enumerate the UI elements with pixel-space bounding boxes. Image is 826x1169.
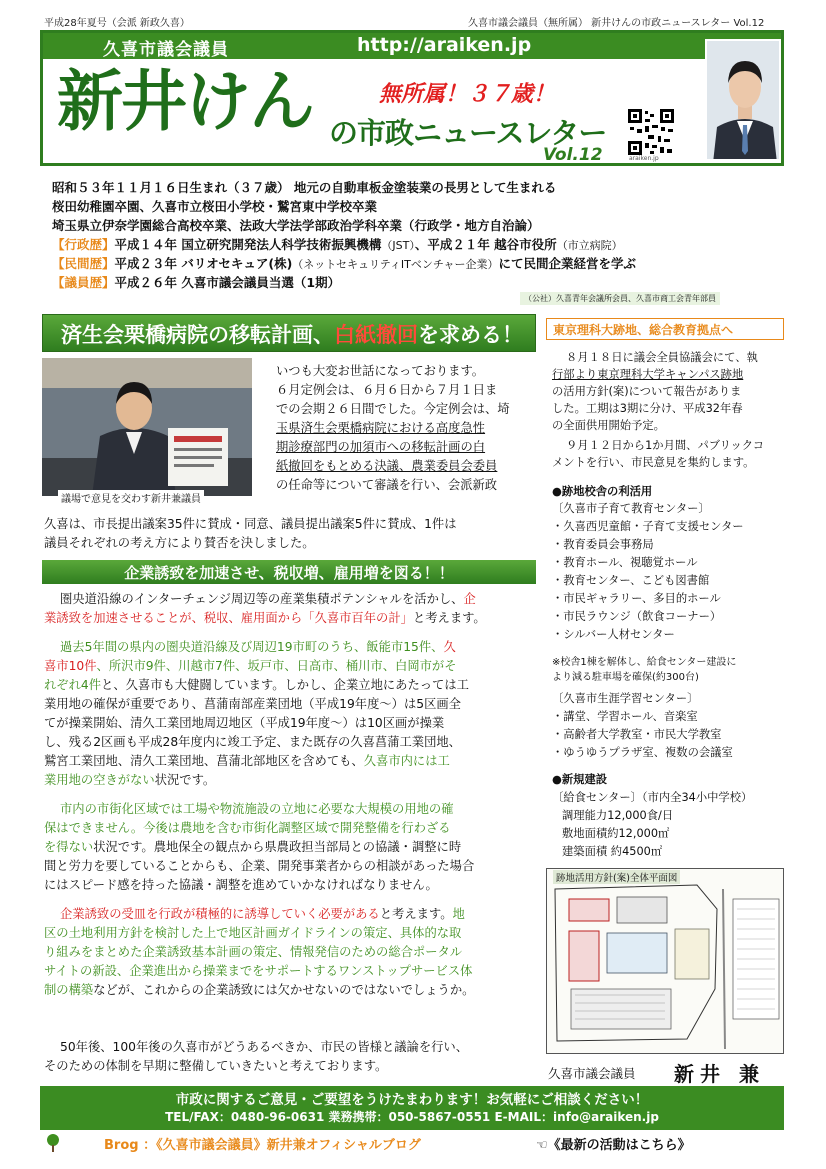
text-span: と考えます。 xyxy=(379,907,453,921)
masthead xyxy=(40,30,784,166)
sidebar-title: 東京理科大跡地、総合教育拠点へ xyxy=(553,323,734,337)
text-span: れぞれ4件 xyxy=(44,678,102,692)
bio-private-tail: にて民間企業経営を学ぶ xyxy=(498,256,637,271)
text-span: 、所沢市9件、川越市7件、坂戸市、日高市、桶川市、白岡市がそ xyxy=(96,659,457,673)
sidebar-list-item: ・久喜西児童館・子育て支援センター xyxy=(552,520,744,533)
article2-line xyxy=(44,676,469,695)
sidebar-line: ９月１２日から1か月間、パブリックコ xyxy=(566,439,765,452)
text-span: 鷲宮工業団地、清久工業団地、菖蒲北部地区を含めても、 xyxy=(44,754,364,768)
bio-school: 桜田幼稚園卒園、久喜市立桜田小学校・鷲宮東中学校卒業 xyxy=(52,199,378,214)
article1-line: 久喜は、市長提出議案35件に賛成・同意、議員提出議案5件に賛成、1件は xyxy=(44,517,457,531)
text-span: を得ない xyxy=(44,840,94,854)
bio-admin-jst: 平成１４年 国立研究開発法人科学技術振興機構 xyxy=(114,237,382,252)
text-span: 久 xyxy=(443,640,456,654)
sidebar-headline xyxy=(546,318,784,340)
qr-caption: araiken.jp xyxy=(629,155,659,162)
masthead-bar xyxy=(43,33,781,59)
newsletter-title: の市政ニュースレター xyxy=(329,116,607,150)
contact-banner xyxy=(40,1086,784,1130)
sidebar-note: ※校舎1棟を解体し、給食センター建設に xyxy=(552,657,737,668)
text-span: 久喜市内には工 xyxy=(363,754,450,768)
bio-private xyxy=(52,254,636,272)
candidate-name: 新井けん xyxy=(57,63,313,140)
text-span: 喜市10件 xyxy=(44,659,97,673)
bio-memberships: （公社）久喜青年会議所会員、久喜市商工会青年部員 xyxy=(520,292,720,305)
text-span: 圏央道沿線のインターチェンジ周辺等の産業集積ポテンシャルを活かし、 xyxy=(60,592,464,606)
latest-activity-link[interactable]: ☜《最新の活動はこちら》 xyxy=(536,1138,691,1153)
photo-caption: 議場で意見を交わす新井兼議員 xyxy=(58,490,204,505)
text-span: 状況です。 xyxy=(154,773,216,787)
article2-line: し、残る2区画も平成28年度内に竣工予定、また既存の久喜菖蒲工業団地、 xyxy=(44,735,461,749)
sidebar-list-item: ・教育委員会事務局 xyxy=(552,538,654,551)
text-span: と考えます。 xyxy=(412,611,486,625)
sidebar-line: メントを行い、市民意見を集約します。 xyxy=(552,456,755,469)
article2-line: 50年後、100年後の久喜市がどうあるべきか、市民の皆様と議論を行い、 xyxy=(60,1040,469,1054)
sidebar-line: 行部より東京理科大学キャンパス跡地 xyxy=(552,368,744,381)
sidebar-list-item: ・教育ホール、視聴覚ホール xyxy=(552,556,698,569)
article2-line: り組みをまとめた企業誘致基本計画の策定、情報発信のための総合ポータル xyxy=(44,945,463,959)
article2-line: てが操業開始、清久工業団地周辺地区（平成19年度～）は10区画が操業 xyxy=(44,716,445,730)
article1-line: ６月定例会は、６月６日から７月１日ま xyxy=(276,383,498,397)
bio-private-tag: 【民間歴】 xyxy=(52,256,115,271)
sidebar-spec: 調理能力12,000食/日 xyxy=(562,809,674,822)
blog-link[interactable]: Brog ：《久喜市議会議員》新井兼オフィシャルブログ xyxy=(104,1138,421,1153)
article2-line xyxy=(60,638,456,657)
article1-line: の任命等について審議を行い、会派新政 xyxy=(276,478,498,492)
sidebar-line: の活用方針(案)について報告がありま xyxy=(552,385,742,398)
article1-headline-text xyxy=(61,319,523,349)
slogan: 無所属！３７歳！ xyxy=(379,82,556,107)
article2-line xyxy=(44,981,474,1000)
signature-name: 新井 兼 xyxy=(674,1062,765,1086)
contact-invite: 市政に関するご意見・ご要望をうけたまわります！お気軽にご相談ください！ xyxy=(175,1092,649,1108)
issue-label: 平成28年夏号（会派 新政久喜） xyxy=(44,18,190,29)
article1-line: での会期２６日間でした。今定例会は、埼 xyxy=(276,402,510,416)
assembly-photo xyxy=(42,358,252,496)
text-span: 過去5年間の県内の圏央道沿線及び周辺19市町のうち、飯能市15件、 xyxy=(60,640,444,654)
article1-line: 玉県済生会栗橋病院における高度急性 xyxy=(276,421,486,435)
text-span: 業誘致を加速させることが、税収、雇用面から「久喜市百年の計」 xyxy=(44,611,413,625)
volume-label: Vol.12 xyxy=(543,145,603,165)
article2-line xyxy=(44,771,215,790)
article1-line: いつも大変お世話になっております。 xyxy=(276,364,485,378)
bio-private-desc: （ネットセキュリティITベンチャー企業） xyxy=(292,258,499,271)
article2-line xyxy=(60,905,465,924)
text-span: 地 xyxy=(452,907,465,921)
contact-details[interactable]: TEL/FAX：0480-96-0631 業務携帯：050-5867-0551 E-MAIL：info@araiken.jp xyxy=(165,1110,659,1124)
article1-title-a: 済生会栗橋病院の移転計画、 xyxy=(61,323,334,347)
sidebar-note: より減る駐車場を確保(約300台) xyxy=(552,672,699,683)
article2-line: 市内の市街化区域では工場や物流施設の立地に必要な大規模の用地の確 xyxy=(60,802,454,816)
signature-label: 久喜市議会議員 xyxy=(548,1066,636,1081)
sidebar-spec: 敷地面積約12,000㎡ xyxy=(562,827,670,840)
article1-line: 期診療部門の加須市への移転計画の白 xyxy=(276,440,486,454)
article2-line: 間と労力を要していることからも、企業、開発事業者からの相談があった場合 xyxy=(44,859,475,873)
website-link[interactable]: http://araiken.jp xyxy=(357,34,532,56)
text-span: 企業誘致の受皿を行政が積極的に誘導していく必要がある xyxy=(60,907,380,921)
article2-line: サイトの新設、企業進出から操業までをサポートするワンストップサービス体 xyxy=(44,964,473,978)
article2-line xyxy=(44,609,486,628)
sidebar-list-item: ・市民ラウンジ（飲食コーナー） xyxy=(552,610,722,623)
article1-line: 議員それぞれの考え方により賛否を決しました。 xyxy=(44,536,315,550)
bio-admin-city: 、平成２１年 越谷市役所 xyxy=(414,237,557,252)
article1-line: 紙撤回をもとめる決議、農業委員会委員 xyxy=(276,459,498,473)
text-span: 制の構築 xyxy=(44,983,94,997)
tree-icon xyxy=(44,1133,62,1153)
sidebar-list-item: ・講堂、学習ホール、音楽室 xyxy=(552,710,698,723)
article1-title-c: を求める！ xyxy=(418,323,523,347)
article2-line: 区の土地利用方針を検討した上で地区計画ガイドラインの策定、具体的な取 xyxy=(44,926,462,940)
sidebar-heading-new: ●新規建設 xyxy=(552,773,608,786)
text-span: 状況です。農地保全の観点から県農政担当部局との協議・調整に時 xyxy=(93,840,462,854)
article1-title-highlight: 白紙撤回 xyxy=(334,323,418,347)
sidebar-list-item: ・ゆうゆうプラザ室、複数の会議室 xyxy=(552,746,733,759)
bio-admin-hospital: （市立病院） xyxy=(556,239,623,252)
qr-code-icon[interactable] xyxy=(628,109,674,155)
article2-headline-text: 企業誘致を加速させ、税収増、雇用増を図る！！ xyxy=(124,564,454,582)
sidebar-bracket: 〔久喜市生涯学習センター〕 xyxy=(552,692,699,705)
article2-line xyxy=(44,752,450,771)
sidebar-heading-reuse: ●跡地校舎の利活用 xyxy=(552,485,653,498)
sidebar-list-item: ・シルバー人材センター xyxy=(552,628,675,641)
candidate-portrait xyxy=(705,39,781,161)
bio-council-tag: 【議員歴】 xyxy=(52,275,115,290)
article2-line: にはスピード感を持った協議・調整を進めていかなければなりません。 xyxy=(44,878,438,892)
article2-headline xyxy=(42,560,536,584)
bio-private-company: 平成２３年 バリオセキュア(株) xyxy=(114,256,293,271)
sidebar-bracket: 〔給食センター〕（市内全34小中学校） xyxy=(552,791,753,804)
sidebar-list-item: ・教育センター、こども図書館 xyxy=(552,574,710,587)
sidebar-line: ８月１８日に議会全員協議会にて、執 xyxy=(566,351,758,364)
bio-council xyxy=(52,273,340,291)
article2-line: そのための体制を早期に整備していきたいと考えております。 xyxy=(44,1059,388,1073)
sidebar-spec: 建築面積 約4500㎡ xyxy=(562,845,663,858)
text-span: 業用地の空きがない xyxy=(44,773,155,787)
bio-university: 埼玉県立伊奈学園総合高校卒業、法政大学法学部政治学科卒業（行政学・地方自治論） xyxy=(52,218,540,233)
sidebar-bracket: 〔久喜市子育て教育センター〕 xyxy=(552,502,710,515)
article1-headline xyxy=(42,314,536,352)
bio-birth: 昭和５３年１１月１６日生まれ（３７歳） 地元の自動車板金塗装業の長男として生まれる xyxy=(52,180,557,195)
article2-line xyxy=(44,657,457,676)
bio-admin-tag: 【行政歴】 xyxy=(52,237,115,252)
article2-line xyxy=(60,590,476,609)
article2-line: 保はできません。今後は農地を含む市街化調整区域で開発整備を行わざる xyxy=(44,821,451,835)
sidebar-line: した。工期は3期に分け、平成32年春 xyxy=(552,402,743,415)
text-span: などが、これからの企業誘致には欠かせないのではないでしょうか。 xyxy=(93,983,475,997)
map-caption: 跡地活用方針(案)全体平面図 xyxy=(553,870,680,884)
site-plan-map xyxy=(546,868,784,1054)
sidebar-list-item: ・高齢者大学教室・市民大学教室 xyxy=(552,728,722,741)
sidebar-list-item: ・市民ギャラリー、多目的ホール xyxy=(552,592,721,605)
bio-admin-jst-abbr: （JST） xyxy=(381,239,415,252)
header-meta-right: 久喜市議会議員（無所属） 新井けんの市政ニュースレター Vol.12 xyxy=(468,18,765,29)
article2-line: 業用地の確保が重要であり、菖蒲南部産業団地（平成19年度～）は5区画全 xyxy=(44,697,461,711)
bio-admin xyxy=(52,235,623,253)
text-span: 企 xyxy=(463,592,476,606)
sidebar-line: の全面供用開始予定。 xyxy=(552,419,665,432)
text-span: と、久喜市も大健闘しています。しかし、企業立地にあたっては工 xyxy=(101,678,469,692)
bio-council-text: 平成２６年 久喜市議会議員当選（1期） xyxy=(114,275,341,290)
office-title: 久喜市議会議員 xyxy=(103,40,229,60)
article2-line xyxy=(44,838,461,857)
